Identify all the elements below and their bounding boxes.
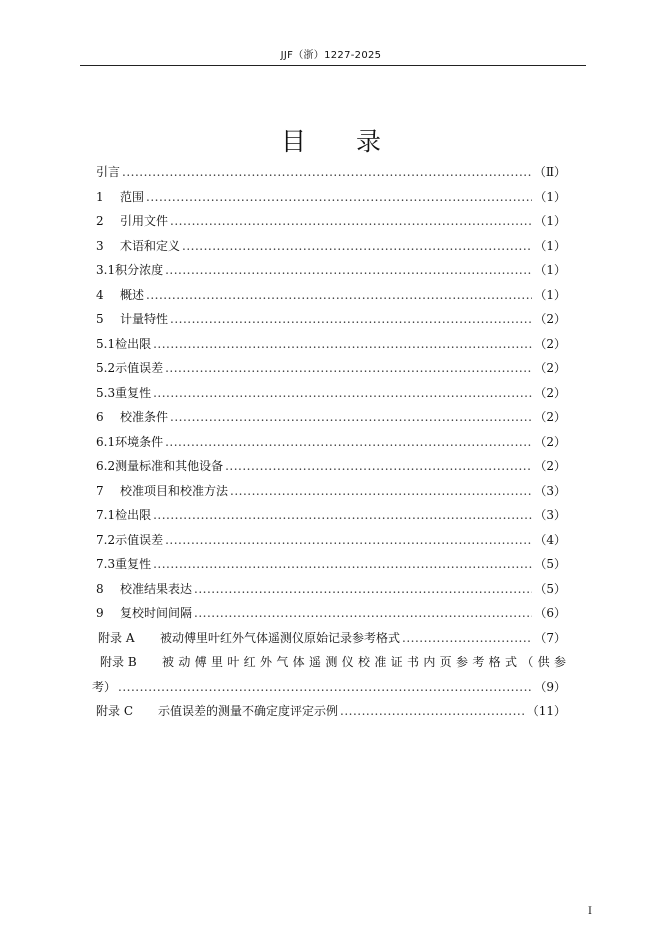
toc-entry-label: 示值误差 [115,361,164,375]
toc-entry[interactable] [96,479,566,504]
toc-entry[interactable] [96,283,566,308]
toc-entry[interactable] [96,577,566,602]
toc-entry-label: 概述 [120,287,145,302]
toc-entry-label: 示值误差的测量不确定度评定示例 [158,704,339,718]
toc-entry-page: （3） [534,483,566,498]
toc-leader-dots [146,283,532,308]
toc-entry-page: （5） [534,557,566,571]
toc-entry-page: （7） [534,630,566,645]
toc-leader-dots [153,381,532,406]
header-rule [80,65,586,66]
toc-entry-page: （11） [526,704,566,718]
toc-leader-dots [165,430,532,455]
toc-entry-number: 5 [96,312,104,326]
toc-leader-dots [225,454,532,479]
toc-leader-dots [194,577,532,602]
toc-entry[interactable] [96,185,566,210]
toc-entry-number: 6.2 [96,459,116,473]
toc-leader-dots [170,405,532,430]
toc-entry-page: （1） [534,214,566,228]
toc-entry-page: （2） [534,434,566,449]
toc-entry-page: （2） [534,312,566,326]
toc-leader-dots [165,356,532,381]
toc-entry-label: 测量标准和其他设备 [115,459,224,473]
toc-entry[interactable] [96,307,566,332]
toc-entry-page: （1） [534,238,566,253]
toc-entry-number: 8 [96,581,104,596]
toc-entry-label: 重复性 [115,385,152,400]
toc-entry-page: （5） [534,581,566,596]
toc-entry[interactable] [96,356,566,381]
toc-entry-label: 引言 [96,165,121,179]
toc-entry[interactable] [96,160,566,185]
toc-entry-number: 6 [96,410,104,424]
toc-entry-number: 6.1 [96,434,116,449]
toc-entry-page: （4） [534,532,566,547]
toc-leader-dots [146,185,532,210]
toc-entry-page: （3） [534,508,566,522]
toc-entry-number: 3.1 [96,263,116,277]
toc-entry[interactable] [96,601,566,626]
toc-entry-label: 校准条件 [120,410,169,424]
toc-leader-dots [194,601,532,626]
toc-entry-page: （1） [534,189,566,204]
toc-entry-page: （Ⅱ） [533,165,566,179]
toc-entry-label: 示值误差 [115,532,164,547]
toc-leader-dots [153,332,532,357]
toc-entry[interactable] [96,258,566,283]
toc-entry-page: （2） [534,410,566,424]
toc-leader-dots [165,258,532,283]
toc-entry[interactable] [96,528,566,553]
toc-entry-label: 计量特性 [120,312,169,326]
toc-leader-dots [230,479,532,504]
toc-entry-number: 附录 A [98,630,135,645]
toc-entry-label: 环境条件 [115,434,164,449]
toc-leader-dots [153,552,532,577]
toc-entry-label: 被动傅里叶红外气体遥测仪原始记录参考格式 [160,630,401,645]
toc-entry-number: 5.1 [96,336,116,351]
toc-entry-label: 积分浓度 [115,263,164,277]
toc-entry[interactable] [96,405,566,430]
toc-entry-number: 2 [96,214,104,228]
toc-leader-dots [340,699,525,724]
toc-entry-page: （9） [534,679,566,694]
toc-entry-page: （1） [534,263,566,277]
toc-leader-dots [170,307,532,332]
toc-leader-dots [153,503,532,528]
toc-entry-label: 检出限 [115,336,152,351]
toc-entry-appendix-a[interactable] [96,626,566,651]
toc-entry-page: （2） [534,459,566,473]
toc-entry-number: 附录 C [96,704,133,718]
toc-title-right: 录 [356,127,382,156]
toc-leader-dots [118,675,532,700]
toc-leader-dots [170,209,532,234]
toc-entry-appendix-c[interactable] [96,699,566,724]
toc-entry-label: 引用文件 [120,214,169,228]
toc-title [0,122,662,158]
toc-entry-page: （2） [534,361,566,375]
toc-entry-label: 复校时间间隔 [120,606,193,620]
toc-entry-label: 范围 [120,189,145,204]
toc-entry[interactable] [96,503,566,528]
toc-title-left: 目 [280,127,306,156]
toc-leader-dots [122,160,532,185]
toc-entry-number: 5.3 [96,385,116,400]
toc-entry-number: 7.1 [96,508,116,522]
toc-entry[interactable] [96,209,566,234]
toc-entry-page: （6） [534,606,566,620]
toc-entry-page: （1） [534,287,566,302]
toc-entry-label-line2: 考） [92,679,117,694]
toc-leader-dots [165,528,532,553]
toc-entry[interactable] [96,332,566,357]
toc-entry-number: 附录 B [100,655,137,669]
toc-entry-number: 7 [96,483,104,498]
toc-entry-label: 术语和定义 [120,238,181,253]
document-code-header: JJF（浙）1227-2025 [280,50,382,61]
toc-entry[interactable] [96,430,566,455]
toc-entry-label-line1: 被动傅里叶红外气体遥测仪校准证书内页参考格式（供参 [162,655,566,669]
toc-entry-number: 1 [96,189,104,204]
toc-leader-dots [402,626,532,651]
table-of-contents [92,160,566,724]
toc-entry-label: 校准项目和校准方法 [120,483,229,498]
toc-entry[interactable] [96,454,566,479]
toc-entry-appendix-b[interactable] [92,650,566,699]
toc-entry-page: （2） [534,336,566,351]
toc-entry[interactable] [96,234,566,259]
toc-entry-label: 校准结果表达 [120,581,193,596]
toc-entry[interactable] [96,381,566,406]
toc-entry-number: 7.2 [96,532,116,547]
toc-entry-page: （2） [534,385,566,400]
toc-entry-number: 7.3 [96,557,116,571]
toc-entry[interactable] [96,552,566,577]
toc-entry-label: 重复性 [115,557,152,571]
toc-leader-dots [182,234,532,259]
page-number: I [588,906,592,917]
toc-entry-number: 5.2 [96,361,116,375]
toc-entry-label: 检出限 [115,508,152,522]
toc-entry-number: 9 [96,606,104,620]
toc-entry-number: 4 [96,287,104,302]
toc-entry-number: 3 [96,238,104,253]
